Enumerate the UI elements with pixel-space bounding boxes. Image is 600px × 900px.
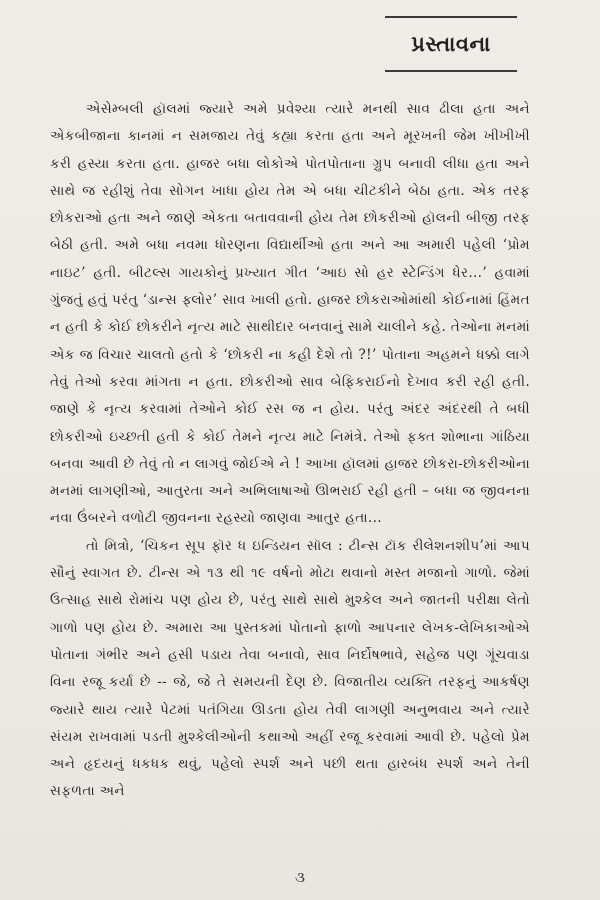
page-number: ૩: [295, 868, 305, 886]
paragraph: તો મિત્રો, ‘ચિકન સૂપ ફૉર ધ ઇન્ડિયન સૉલ : ટીન્સ ટૉક રીલેશનશીપ’માં આપ સૌનું સ્વાગત છે. ટીન્સ એ ૧૩ થી ૧૯ વર્ષનો મોટા થવાનો મસ્ત મજાનો ગાળો. જેમાં ઉત્સાહ સાથે રોમાંચ પણ હોય છે, પરંતુ સાથે સાથે મુશ્કેલ અને જાતની પરીક્ષા લેતો ગાળો પણ હોય છે. અમારા આ પુસ્તકમાં પોતાનો ફાળો આપનાર લેખક-લેખિકાઓએ પોતાના ગંભીર અને હસી પડાય તેવા બનાવો, સાવ નિર્દોષભાવે, સહેજ પણ ગૂંચવાડા વિના રજૂ કર્યા છે -- જે, જે તે સમયની દેણ છે. વિજાતીય વ્યક્તિ તરફનું આકર્ષણ જ્યારે થાય ત્યારે પેટમાં પતંગિયા ઊડતા હોય તેવી લાગણી અનુભવાય અને ત્યારે સંયમ રાખવામાં પડતી મુશ્કેલીઓની કથાઓ અહીં રજૂ કરવામાં આવી છે. પહેલો પ્રેમ અને હૃદયનું ધકધક થવું, પહેલો સ્પર્શ અને પછી થતા હારબંધ સ્પર્શ અને તેની સફળતા અને: [50, 537, 530, 800]
paragraph: એસેમ્બલી હૉલમાં જ્યારે અમે પ્રવેશ્યા ત્યારે મનથી સાવ ઢીલા હતા અને એકબીજાના કાનમાં ન સમજાય તેવું કહ્યા કરતા હતા અને મૂરખની જેમ ખીખીખી કરી હસ્યા કરતા હતા. હાજર બધા લોકોએ પોતપોતાના ગ્રુપ બનાવી લીધા હતા અને સાથે જ રહીશું તેવા સોગન ખાધા હોય તેમ એ બધા ચીટકીને બેઠા હતા. એક તરફ છોકરાઓ હતા અને જાણે એકતા બતાવવાની હોય તેમ છોકરીઓ હૉલની બીજી તરફ બેઠી હતી. અમે બધા નવમા ધોરણના વિદ્યાર્થીઓ હતા અને આ અમારી પહેલી ‘પ્રોમ નાઇટ’ હતી. બીટલ્સ ગાયકોનું પ્રખ્યાત ગીત ‘આઇ સો હર સ્ટેન્ડિંગ ધેર...’ હવામાં ગુંજતું હતું પરંતુ ‘ડાન્સ ફ્લોર’ સાવ ખાલી હતો. હાજર છોકરાઓમાંથી કોઈનામાં હિંમત ન હતી કે કોઈ છોકરીને નૃત્ય માટે સાથીદાર બનવાનું સામે ચાલીને કહે. તેઓના મનમાં એક જ વિચાર ચાલતો હતો કે ‘છોકરી ના કહી દેશે તો ?!’ પોતાના અહમને ધક્કો લાગે તેવું તેઓ કરવા માંગતા ન હતા. છોકરીઓ સાવ બેફિકરાઈનો દેખાવ કરી રહી હતી. જાણે કે નૃત્ય કરવામાં તેઓને કોઈ રસ જ ન હોય. પરંતુ અંદર અંદરથી તે બધી છોકરીઓ ઇચ્છતી હતી કે કોઈ તેમને નૃત્ય માટે નિમંત્રે. તેઓ ફક્ત શોભાના ગાંઠિયા બનવા આવી છે તેવું તો ન લાગવું જોઈએ ને ! આખા હૉલમાં હાજર છોકરા-છોકરીઓના મનમાં લાગણીઓ, આતુરતા અને અભિલાષાઓ ઊભરાઈ રહી હતી – બધા જ જીવનના નવા ઉંબરને વળોટી જીવનના રહસ્યો જાણવા આતુર હતા...: [50, 101, 530, 527]
page-title: પ્રસ્તાવના: [411, 31, 491, 56]
body-text: [50, 96, 530, 806]
heading-box: [385, 16, 517, 72]
